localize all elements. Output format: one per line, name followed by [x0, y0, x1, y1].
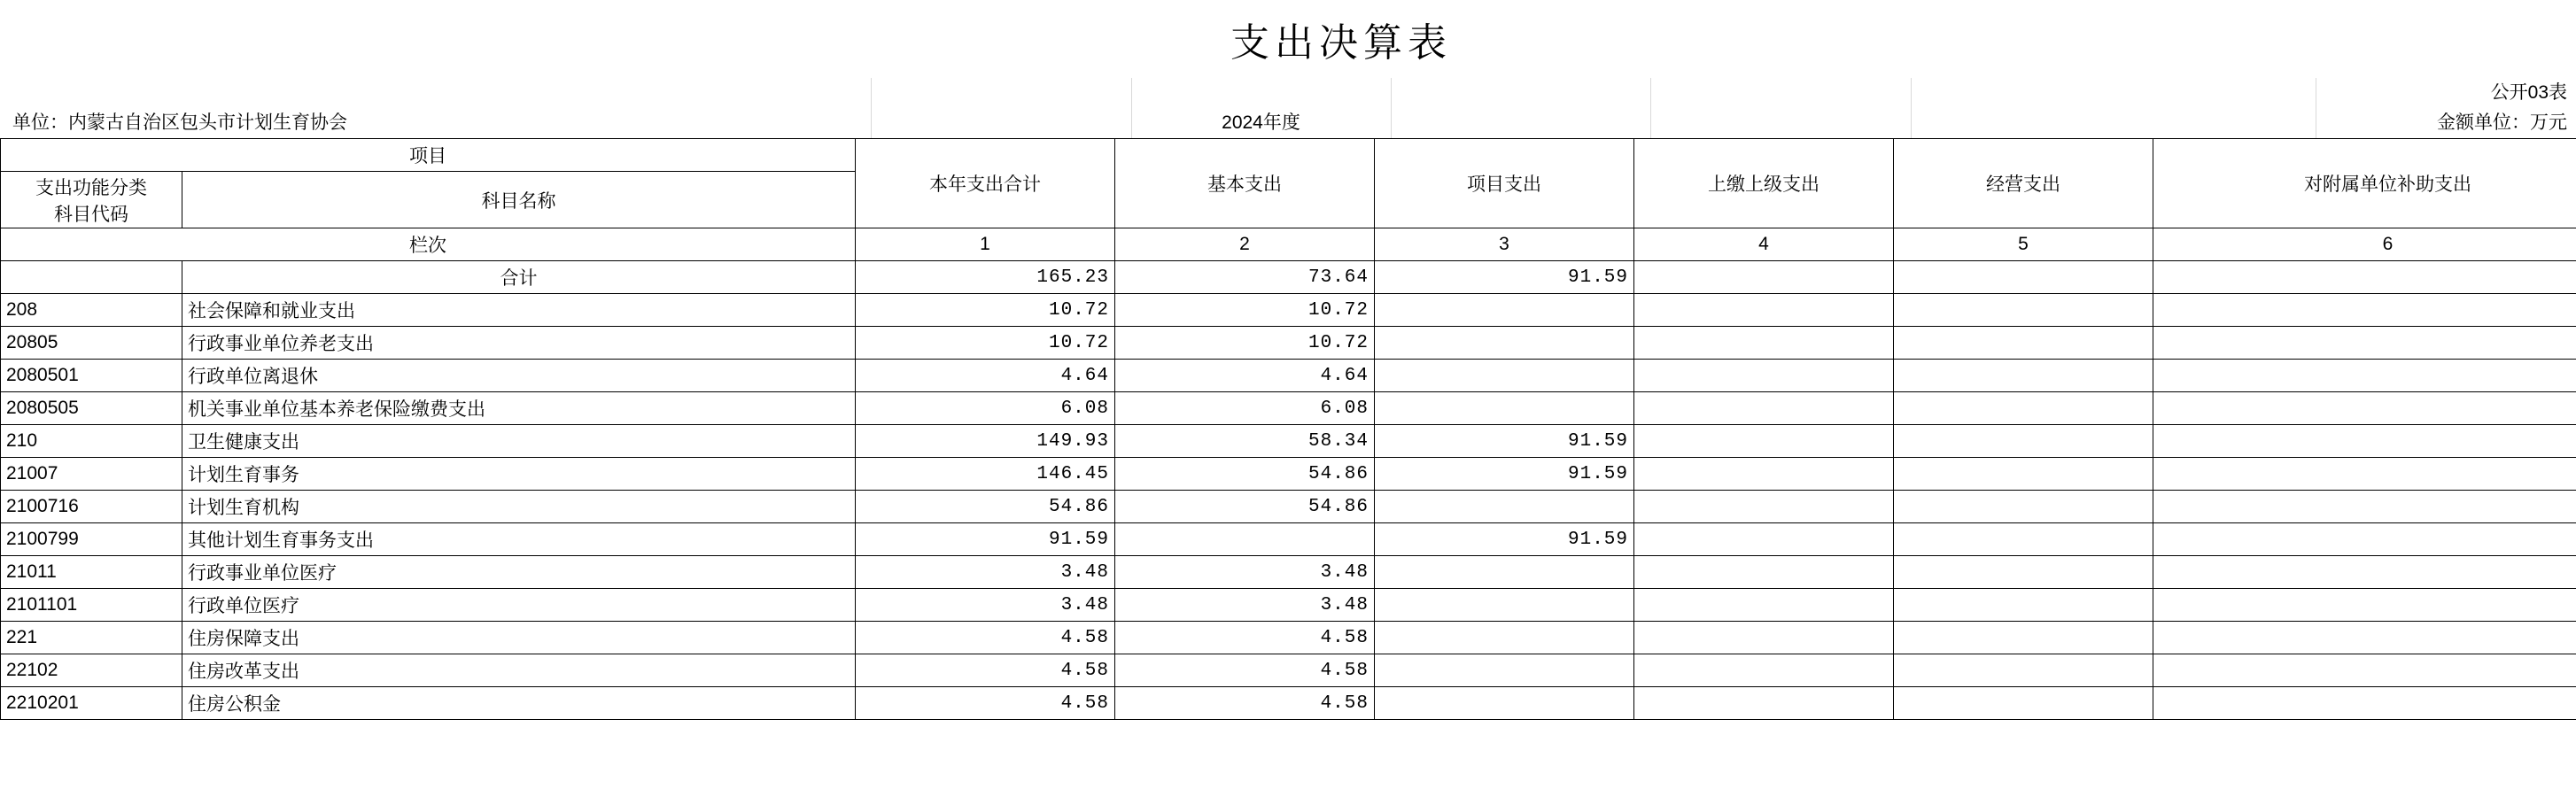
cell-basic: 3.48: [1115, 556, 1375, 589]
cell-subject-name: 合计: [182, 261, 856, 294]
table-row: [1, 458, 2576, 491]
cell-remit-upper: [1634, 294, 1894, 327]
expenditure-table: [0, 138, 2576, 720]
cell-subsidy: [2153, 622, 2576, 654]
cell-total-year: 4.58: [856, 687, 1115, 720]
cell-subject-name: 住房公积金: [182, 687, 856, 720]
column-index-5: 5: [1894, 228, 2153, 261]
cell-total-year: 10.72: [856, 327, 1115, 360]
cell-subsidy: [2153, 491, 2576, 523]
header-subject-name: 科目名称: [182, 172, 856, 228]
column-index-3: 3: [1375, 228, 1634, 261]
table-row: [1, 687, 2576, 720]
cell-project: [1375, 327, 1634, 360]
cell-subsidy: [2153, 523, 2576, 556]
cell-function-code: 221: [1, 622, 182, 654]
table-row: [1, 425, 2576, 458]
header-remit-upper: 上缴上级支出: [1634, 139, 1894, 228]
cell-basic: 73.64: [1115, 261, 1375, 294]
cell-basic: 4.58: [1115, 622, 1375, 654]
cell-function-code: 2080505: [1, 392, 182, 425]
cell-total-year: 4.64: [856, 360, 1115, 392]
cell-function-code: 21007: [1, 458, 182, 491]
cell-total-year: 54.86: [856, 491, 1115, 523]
document-title-row: [0, 0, 2576, 78]
table-row: [1, 622, 2576, 654]
cell-remit-upper: [1634, 589, 1894, 622]
table-header-group-row: [1, 139, 2576, 172]
cell-project: [1375, 294, 1634, 327]
cell-total-year: 4.58: [856, 654, 1115, 687]
cell-project: 91.59: [1375, 523, 1634, 556]
header-basic-expenditure: 基本支出: [1115, 139, 1375, 228]
table-row: [1, 294, 2576, 327]
cell-remit-upper: [1634, 491, 1894, 523]
cell-function-code: 2101101: [1, 589, 182, 622]
column-index-4: 4: [1634, 228, 1894, 261]
form-number-row: [0, 78, 2576, 108]
cell-function-code: 22102: [1, 654, 182, 687]
table-row: [1, 392, 2576, 425]
cell-subsidy: [2153, 360, 2576, 392]
cell-total-year: 3.48: [856, 556, 1115, 589]
cell-basic: 4.64: [1115, 360, 1375, 392]
cell-remit-upper: [1634, 523, 1894, 556]
fiscal-year: 2024年度: [1222, 112, 1300, 133]
cell-basic: 6.08: [1115, 392, 1375, 425]
cell-function-code: [1, 261, 182, 294]
cell-subject-name: 计划生育机构: [182, 491, 856, 523]
cell-subject-name: 行政事业单位医疗: [182, 556, 856, 589]
cell-operating: [1894, 622, 2153, 654]
cell-function-code: 2100799: [1, 523, 182, 556]
cell-function-code: 210: [1, 425, 182, 458]
cell-subsidy: [2153, 556, 2576, 589]
header-function-code-line2: 科目代码: [54, 204, 128, 225]
table-row: [1, 360, 2576, 392]
cell-operating: [1894, 491, 2153, 523]
cell-function-code: 2210201: [1, 687, 182, 720]
cell-project: [1375, 589, 1634, 622]
cell-operating: [1894, 556, 2153, 589]
cell-subsidy: [2153, 458, 2576, 491]
cell-subject-name: 其他计划生育事务支出: [182, 523, 856, 556]
cell-operating: [1894, 687, 2153, 720]
cell-total-year: 4.58: [856, 622, 1115, 654]
cell-function-code: 2100716: [1, 491, 182, 523]
cell-subject-name: 卫生健康支出: [182, 425, 856, 458]
cell-subject-name: 住房改革支出: [182, 654, 856, 687]
header-function-code-line1: 支出功能分类: [35, 177, 147, 198]
cell-remit-upper: [1634, 261, 1894, 294]
header-total-year: 本年支出合计: [856, 139, 1115, 228]
cell-basic: [1115, 523, 1375, 556]
cell-subject-name: 行政事业单位养老支出: [182, 327, 856, 360]
column-index-6: 6: [2153, 228, 2576, 261]
page-title: 支出决算表: [1230, 20, 1452, 66]
cell-project: [1375, 392, 1634, 425]
cell-subsidy: [2153, 654, 2576, 687]
cell-basic: 10.72: [1115, 294, 1375, 327]
cell-operating: [1894, 392, 2153, 425]
table-row: [1, 589, 2576, 622]
cell-operating: [1894, 294, 2153, 327]
cell-subsidy: [2153, 294, 2576, 327]
table-row: [1, 491, 2576, 523]
cell-subject-name: 行政单位离退休: [182, 360, 856, 392]
column-index-row: [1, 228, 2576, 261]
cell-remit-upper: [1634, 392, 1894, 425]
cell-total-year: 165.23: [856, 261, 1115, 294]
table-row: [1, 261, 2576, 294]
cell-subject-name: 社会保障和就业支出: [182, 294, 856, 327]
cell-project: 91.59: [1375, 425, 1634, 458]
cell-total-year: 10.72: [856, 294, 1115, 327]
column-index-2: 2: [1115, 228, 1375, 261]
table-row: [1, 556, 2576, 589]
cell-operating: [1894, 425, 2153, 458]
cell-remit-upper: [1634, 458, 1894, 491]
cell-operating: [1894, 458, 2153, 491]
table-row: [1, 654, 2576, 687]
cell-total-year: 91.59: [856, 523, 1115, 556]
cell-function-code: 208: [1, 294, 182, 327]
meta-info-row: [0, 108, 2576, 138]
cell-operating: [1894, 327, 2153, 360]
cell-remit-upper: [1634, 556, 1894, 589]
cell-basic: 10.72: [1115, 327, 1375, 360]
cell-function-code: 20805: [1, 327, 182, 360]
cell-project: 91.59: [1375, 261, 1634, 294]
cell-project: [1375, 687, 1634, 720]
cell-total-year: 146.45: [856, 458, 1115, 491]
table-row: [1, 327, 2576, 360]
cell-basic: 54.86: [1115, 491, 1375, 523]
cell-remit-upper: [1634, 687, 1894, 720]
amount-unit: 金额单位：万元: [2437, 112, 2567, 133]
cell-total-year: 3.48: [856, 589, 1115, 622]
cell-subsidy: [2153, 261, 2576, 294]
cell-basic: 54.86: [1115, 458, 1375, 491]
header-project-expenditure: 项目支出: [1375, 139, 1634, 228]
cell-subsidy: [2153, 327, 2576, 360]
cell-operating: [1894, 261, 2153, 294]
cell-operating: [1894, 360, 2153, 392]
cell-remit-upper: [1634, 360, 1894, 392]
cell-operating: [1894, 589, 2153, 622]
cell-total-year: 6.08: [856, 392, 1115, 425]
cell-remit-upper: [1634, 327, 1894, 360]
cell-basic: 58.34: [1115, 425, 1375, 458]
cell-basic: 4.58: [1115, 654, 1375, 687]
cell-subsidy: [2153, 687, 2576, 720]
cell-function-code: 21011: [1, 556, 182, 589]
cell-subject-name: 住房保障支出: [182, 622, 856, 654]
table-row: [1, 523, 2576, 556]
project-group-header: 项目: [1, 139, 856, 172]
cell-operating: [1894, 523, 2153, 556]
cell-subject-name: 计划生育事务: [182, 458, 856, 491]
cell-subsidy: [2153, 589, 2576, 622]
unit-name: 单位：内蒙古自治区包头市计划生育协会: [12, 112, 347, 133]
column-index-1: 1: [856, 228, 1115, 261]
header-subsidy-expenditure: 对附属单位补助支出: [2153, 139, 2576, 228]
cell-subsidy: [2153, 425, 2576, 458]
cell-total-year: 149.93: [856, 425, 1115, 458]
cell-remit-upper: [1634, 622, 1894, 654]
cell-subject-name: 机关事业单位基本养老保险缴费支出: [182, 392, 856, 425]
cell-project: 91.59: [1375, 458, 1634, 491]
header-operating-expenditure: 经营支出: [1894, 139, 2153, 228]
cell-project: [1375, 654, 1634, 687]
column-index-label: 栏次: [1, 228, 856, 261]
cell-project: [1375, 360, 1634, 392]
cell-project: [1375, 556, 1634, 589]
cell-project: [1375, 491, 1634, 523]
cell-function-code: 2080501: [1, 360, 182, 392]
cell-subject-name: 行政单位医疗: [182, 589, 856, 622]
header-function-code: [1, 172, 182, 228]
cell-subsidy: [2153, 392, 2576, 425]
cell-project: [1375, 622, 1634, 654]
cell-operating: [1894, 654, 2153, 687]
cell-basic: 3.48: [1115, 589, 1375, 622]
form-number: 公开03表: [2490, 82, 2567, 103]
cell-basic: 4.58: [1115, 687, 1375, 720]
cell-remit-upper: [1634, 425, 1894, 458]
cell-remit-upper: [1634, 654, 1894, 687]
